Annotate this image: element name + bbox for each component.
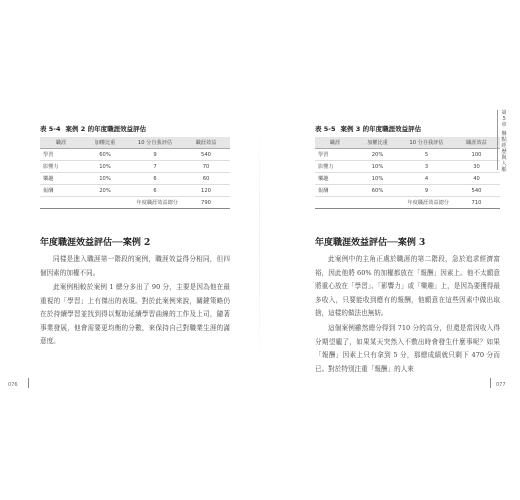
chapter-tab-char: 盤 (501, 131, 507, 137)
chapter-tab-char: 章 (501, 122, 507, 128)
cell-score: 6 (128, 173, 182, 185)
section-heading: 年度職涯效益評估──案例 3 (315, 238, 426, 248)
folio-rule (28, 378, 29, 388)
cell-career: 報酬 (315, 185, 355, 197)
cell-benefit: 60 (182, 173, 230, 185)
cell-score: 4 (400, 173, 453, 185)
cell-benefit: 540 (182, 149, 230, 161)
table-header-row (40, 137, 230, 149)
page-number: 077 (496, 382, 506, 388)
cell-benefit: 30 (453, 161, 500, 173)
total-label: 年度職涯效益總分 (315, 197, 453, 209)
cell-career: 報酬 (40, 185, 82, 197)
right-page (260, 0, 520, 500)
cell-score: 9 (400, 185, 453, 197)
cell-weight: 10% (82, 161, 128, 173)
col-header-career: 職涯 (315, 137, 355, 149)
chapter-tab-char: 脈 (501, 167, 507, 173)
cell-score: 5 (400, 149, 453, 161)
cell-weight: 20% (82, 185, 128, 197)
cell-weight: 60% (82, 149, 128, 161)
table-total-row (40, 197, 230, 209)
table-row (315, 149, 500, 161)
col-header-weight: 加權比重 (82, 137, 128, 149)
table-number: 表 5-4 (40, 125, 61, 133)
chapter-tab-char: 與 (501, 155, 507, 161)
cell-career: 學習 (40, 149, 82, 161)
cell-benefit: 540 (453, 185, 500, 197)
body-paragraph: 同樣是進入職涯第一階段的案例，職涯效益得分相同，但四個因素的加權不同。 (40, 255, 230, 277)
section-heading: 年度職涯效益評估──案例 2 (40, 238, 151, 248)
col-header-benefit: 職涯效益 (182, 137, 230, 149)
cell-score: 3 (400, 161, 453, 173)
cell-career: 學習 (315, 149, 355, 161)
cell-weight: 10% (82, 173, 128, 185)
total-label: 年度職涯效益總分 (40, 197, 182, 209)
col-header-benefit: 職涯效益 (453, 137, 500, 149)
chapter-tab-char: 人 (501, 161, 507, 167)
folio-rule (490, 378, 491, 388)
total-value: 790 (182, 197, 230, 209)
cell-score: 7 (128, 161, 182, 173)
cell-weight: 60% (355, 185, 400, 197)
cell-score: 9 (128, 149, 182, 161)
cell-benefit: 40 (453, 173, 500, 185)
table-row (315, 173, 500, 185)
table-row (40, 161, 230, 173)
cell-weight: 20% (355, 149, 400, 161)
table-caption (40, 124, 146, 133)
cell-career: 影響力 (315, 161, 355, 173)
cell-career: 樂趣 (315, 173, 355, 185)
table-row (40, 173, 230, 185)
career-benefit-table (40, 137, 230, 209)
page-number: 076 (8, 382, 18, 388)
chapter-tab (497, 110, 510, 173)
cell-benefit: 120 (182, 185, 230, 197)
body-paragraph: 此案例相較於案例 1 總分多出了 90 分，主要是因為他在最重視的「學習」上有傑出的表現。對於此案例來說，關鍵策略仍在於持續學習並找到得以幫助延續學習曲線的工作及上司，隨著事業發展，他會需要更均衡的分數，來保持自己對職業生涯的滿意度。 (40, 283, 230, 346)
table-title: 案例 2 的年度職涯效益評估 (65, 125, 147, 133)
cell-career: 影響力 (40, 161, 82, 173)
table-caption (315, 124, 421, 133)
chapter-tab-char: 歷 (501, 149, 507, 155)
table-row (315, 185, 500, 197)
cell-weight: 10% (355, 161, 400, 173)
table-total-row (315, 197, 500, 209)
total-value: 710 (453, 197, 500, 209)
body-paragraph: 這個案例雖然總分得到 710 分的高分，但還是當因收入得分期望龐了，如果某天突然入不敷出時會發生什麼事呢？如果「報酬」因素上只有拿到 5 分，那總成績就只剩下 470 分而已。對於特別注重「報酬」的人來 (315, 324, 500, 373)
career-benefit-table (315, 137, 500, 209)
col-header-self-score: 10 分自我評估 (400, 137, 453, 149)
cell-benefit: 70 (182, 161, 230, 173)
chapter-tab-char: 點 (501, 137, 507, 143)
col-header-career: 職涯 (40, 137, 82, 149)
table-title: 案例 3 的年度職涯效益評估 (340, 125, 422, 133)
table-row (40, 149, 230, 161)
chapter-tab-char: 第 (501, 110, 507, 116)
cell-benefit: 100 (453, 149, 500, 161)
chapter-tab-char: 經 (501, 143, 507, 149)
col-header-self-score: 10 分自我評估 (128, 137, 182, 149)
cell-career: 樂趣 (40, 173, 82, 185)
table-row (315, 161, 500, 173)
table-number: 表 5-5 (315, 125, 336, 133)
table-row (40, 185, 230, 197)
col-header-weight: 加權比重 (355, 137, 400, 149)
cell-score: 6 (128, 185, 182, 197)
table-header-row (315, 137, 500, 149)
chapter-tab-char: 5 (502, 116, 506, 122)
body-paragraph: 此案例中的主角正處於職涯的第二階段，急於追求經濟富裕，因此他將 60% 的加權都放在「報酬」因素上。他不太願意將重心放在「學習」、「影響力」或「樂趣」上，是因為要獲得最多收入，只要能收到應有的報酬，他願意在這些因素中做出取捨，這樣的做法也無妨。 (315, 255, 500, 318)
cell-weight: 10% (355, 173, 400, 185)
